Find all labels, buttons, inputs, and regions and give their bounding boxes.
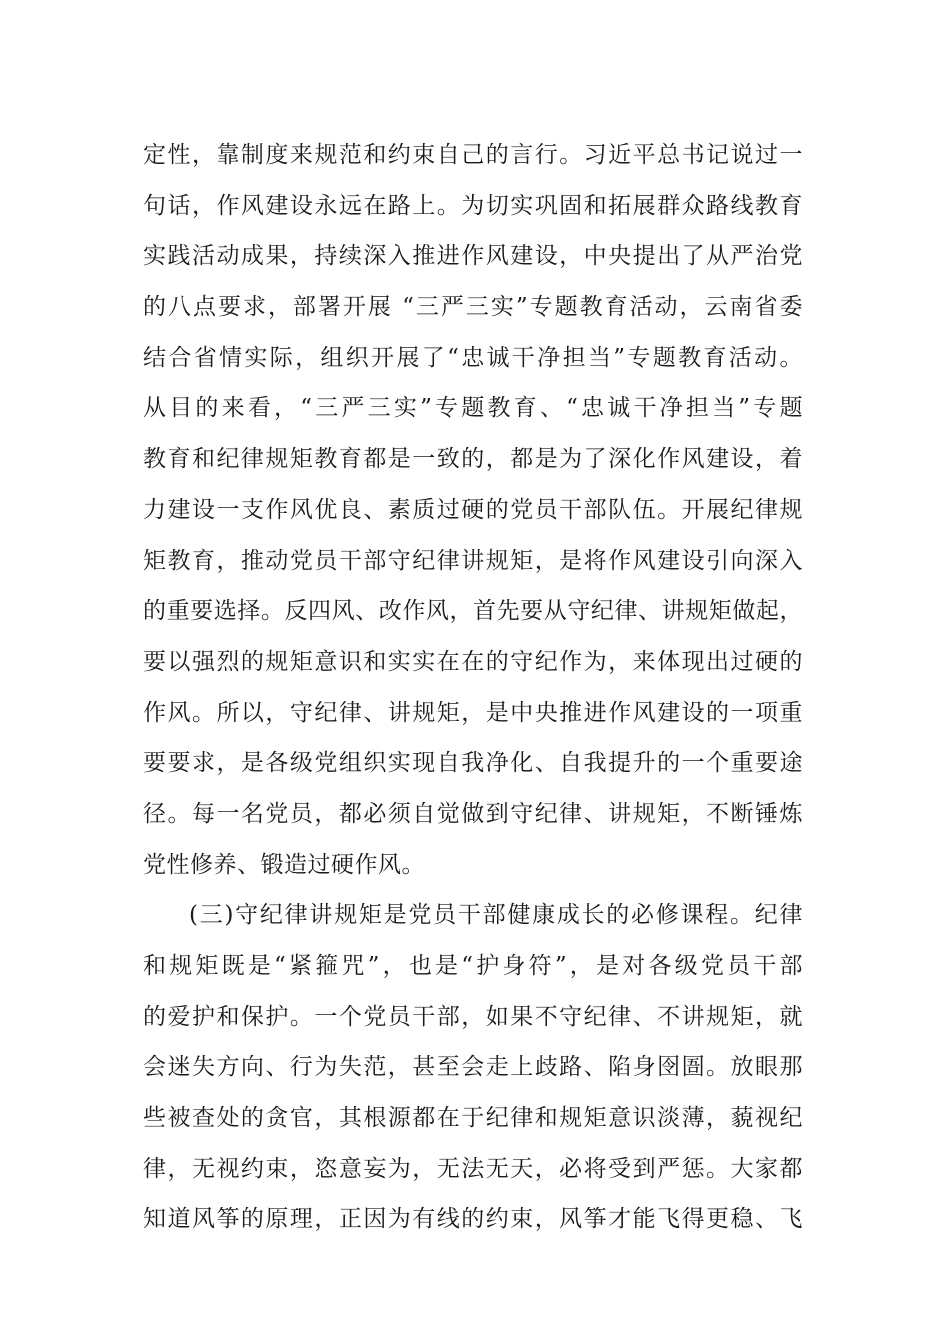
text-line: 要以强烈的规矩意识和实实在在的守纪作为，来体现出过硬的 <box>143 648 803 675</box>
text-line: 结合省情实际，组织开展了“忠诚干净担当”专题教育活动。 <box>143 344 803 371</box>
text-line: 矩教育，推动党员干部守纪律讲规矩，是将作风建设引向深入 <box>143 547 803 574</box>
text-line: 些被查处的贪官，其根源都在于纪律和规矩意识淡薄，藐视纪 <box>143 1105 803 1132</box>
text-line: 的爱护和保护。一个党员干部，如果不守纪律、不讲规矩，就 <box>143 1003 803 1030</box>
text-line: 的重要选择。反四风、改作风，首先要从守纪律、讲规矩做起， <box>143 598 803 625</box>
text-line: 会迷失方向、行为失范，甚至会走上歧路、陷身囹圄。放眼那 <box>143 1054 803 1081</box>
paragraph-end-line: 党性修养、锻造过硬作风。 <box>143 851 425 878</box>
text-line: 教育和纪律规矩教育都是一致的，都是为了深化作风建设，着 <box>143 446 803 473</box>
text-line: 力建设一支作风优良、素质过硬的党员干部队伍。开展纪律规 <box>143 496 803 523</box>
text-line: 实践活动成果，持续深入推进作风建设，中央提出了从严治党 <box>143 243 803 270</box>
text-line: 作风。所以，守纪律、讲规矩，是中央推进作风建设的一项重 <box>143 699 803 726</box>
text-line: 句话，作风建设永远在路上。为切实巩固和拓展群众路线教育 <box>143 192 803 219</box>
text-line: 律，无视约束，恣意妄为，无法无天，必将受到严惩。大家都 <box>143 1155 803 1182</box>
section-heading-line: (三)守纪律讲规矩是党员干部健康成长的必修课程。纪律 <box>189 902 803 929</box>
text-line: 从目的来看，“三严三实”专题教育、“忠诚干净担当”专题 <box>143 395 803 422</box>
text-line: 的八点要求，部署开展 “三严三实”专题教育活动，云南省委 <box>143 294 803 321</box>
text-line: 径。每一名党员，都必须自觉做到守纪律、讲规矩，不断锤炼 <box>143 800 803 827</box>
text-line: 知道风筝的原理，正因为有线的约束，风筝才能飞得更稳、飞 <box>143 1206 803 1233</box>
text-line: 和规矩既是“紧箍咒”，也是“护身符”，是对各级党员干部 <box>143 953 803 979</box>
text-line: 定性，靠制度来规范和约束自己的言行。习近平总书记说过一 <box>143 142 803 168</box>
text-line: 要要求，是各级党组织实现自我净化、自我提升的一个重要途 <box>143 750 803 777</box>
body-text <box>143 130 803 1245</box>
